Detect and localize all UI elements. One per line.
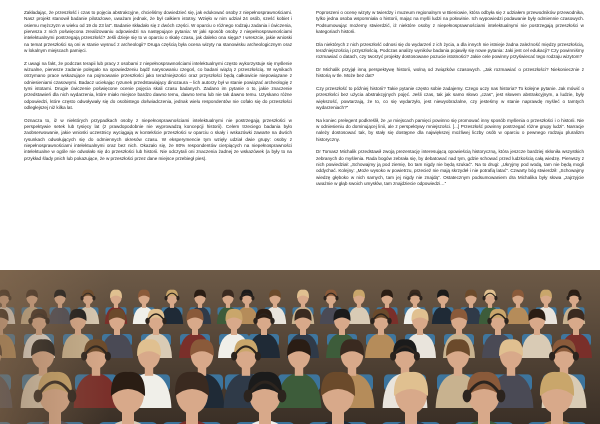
paragraph: Dla niektórych z nich przeszłość odnosi się do wydarzeń z ich życia, a dla innych nie istnieje żadna zależność między przeszłością, teraźniejszością i przyszłością. Podczas analizy wyników badania pojawiły się nowe pytania: Jaki jest cel edukacji? Czy powinniśmy rozmawiać o datach, czy tworzyć projekty dostosowane pozucie istotności? Jakie cele powinny przyświecać tego rodzaju wizytom? <box>316 41 584 60</box>
audience-photo <box>0 270 600 424</box>
paragraph: Zakładając, że przeszłość i czas to pojęcia abstrakcyjne, chcieliśmy dowiedzieć się, jak edukować osoby z niepełnosprawnościami. Nasz projekt stanowił badanie pilotażowe, uważam jednak, że był całkiem istotny. Wzięło w nim udział 24 osób, sześć kobiet i osiemu mężczyzn w wieku od 19 do 23 lat". Badanie składało się z dwóch części. W oparciu o różnego rodzaju zadania i ćwiczenia, pierwsza z nich poświęcona zrealizowaniu odpowiedzi na następujące pytania: W jaki sposób osoby z niepełnosprawnościami intelektualnymi postrzegają przeszłość? Jeśli dzieje się to w oparciu o skalę czasu, jak daleko ona sięga? I wreszcie, jakie wnioski na temat przeszłości są oni w stanie wysnuć z archeologii? Druga częścią była ocena wizyty na stanowisku archeologicznym oraz w lokalnym miejscach pamięci. <box>24 10 292 54</box>
paragraph: Oznacza to, iż w niektórych przypadkach osoby z niepełnosprawnościami intelektualnymi nie postrzegają przeszłości w perspektywie setek lub tysięcy lat (z prawdopodobnie nie wyprowadzą koncepcji historii). Celem trzeciego badania było zaobserwowanie, jakie wnioski uczestnicy wyciągają w kontekście przeszłości w oparciu o skały i wskazówki zawarte na dwóch rysunkach odwołujących się do odmiennych okresów czasu. W eksperymencie tym wzięły udział dwie grupy: osoby z niepełnosprawnościami intelektualnymi oraz bez nich. Okazało się, że 80% respondentów cierpiących na niepełnosprawności intelektualne w ogóle nie odwołało się do przeszłości lub historii. Nie odczytali oni znaczenia żadnej ze wskazówek (a były to na przykład ślady pnich lub pokazujące, że w przeszłości przez dane miejsce przebiegł pies). <box>24 117 292 161</box>
right-column <box>316 10 584 266</box>
paragraph: Dr Michalik przyjął inną perspektywę historii, wolną od związków czasowych. „Jak rozmawiać o przeszłości? Niekoniecznie z historią w tle. Może bez dat? <box>316 67 584 79</box>
audience-photo-illustration <box>0 270 600 424</box>
paragraph: Czy przeszłość to później historii? Takie pytanie często sobie zadajemy. Czego uczy nas historia? To kolejne pytanie. Jak mówić o przeszłości bez użycia abstrakcyjnych pojęć. Jeśli czas, tak jak samo słowo „czas”, jest słowem abstrakcyjnym, a ludzie, były większość, powtarzają, że to, co się wydarzyło, jest niewyobrażalne, czy jesteśmy w stanie naprawdę myśleć o tamtych wydarzeniach?” <box>316 85 584 111</box>
paragraph: Poproszeni o ocenę wizyty w twierdzy i muzeum regionalnym w Bieniowie, która odbyła się z udziałem przewodników przewodnika, tylko jedna osoba wspomniała o historii, mając na myśli ludzi na połowinie. Ich wypowiedzi podawanie były odmiennie czasowych. Podsumowując możemy stwierdzić, iż niektóre osoby z niepełnosprawnościami intelektualnymi nie postrzegają przeszłości w kategoriach historii. <box>316 10 584 35</box>
paragraph: Z uwagi na fakt, że podczas terapii lub pracy z osobami z niepełnosprawnościami intelektualnymi często wykorzystuje się myślenie wizualne, pierwsze zadanie polegało na opowiedzeniu bądź narysowaniu czegoś, co badani wiążą z przeszłością. W wynikach otrzymano prace wskazujące na pojmowanie przeszłości jako teraźniejszości oraz przyszłości będą całkowicie niepowiązane z odniesieniami czasowymi. Badacz uciekając ryzunek przedstawiający dinozaura – lich autorzy był w stanie powiązać archeologię z tymi istotami. Drugie ćwiczenie poświęcone ocenie pojęcia skali czasu badanych. Zadano im pytanie o to, jakie znaczenie przedstawień dla nich wydarzenia, które miało miejsce bardzo dawno temu, dawno temu lub nie tak dawno temu. Uzyskano różne odpowiedzi, które często odwoływały się do osobistego doświadczenia, jednak wielu respondentów nie cofało się do przeszłości odległejszej niż kilka lat. <box>24 60 292 111</box>
article-text-columns <box>24 10 584 266</box>
paragraph: Dr Tomasz Michalik przedstawił zwoją prezentację interesującą opowieścią historyczną, która jeszcze bardziej skłoniła wszystkich zebranych do myślenia. Rada bogów zebrała się, by debatować nad tym, gdzie schować przed ludzkością całą wiedzę. Pierwszy z nich powiedział: „Schowajmy ją pod ziemię, bo tam nigdy nie będą szukać”. Na to drugi: „Ukryjmy pod wodą, tam nie będą mogli oddychać. Kolejny: „Może wysoko w powietrzu, przecież nie mają skrzydeł i nie potrafią latać”. Czwarty bóg stwierdził: „Schowajmy wiedzę głęboko w nich samych, tam jej nigdy nie znajdą”. Ostatecznym podsumowaniem dra Michalika były słowa „zajrzyjcie uważnie w głąb swoich umysłów, tam znajdziecie odpowiedzi…” <box>316 149 584 187</box>
left-column <box>24 10 292 266</box>
paragraph: Na koniec prelegent podkreślił, że „w miejscach pamięci powinno się promować inny sposób myślenia o przeszłości i o historii. Nie w odniesieniu do dominującej linii, ale z perspektywy mniejszości. [...] Przeszłość powinny postrzegać różne grupy ludzi”. Narracje należy dostosować tak, by stały się dostępne dla największej możliwej liczby osób w oparciu o pewnego rodzaju pluralizm historyczny. <box>316 117 584 142</box>
